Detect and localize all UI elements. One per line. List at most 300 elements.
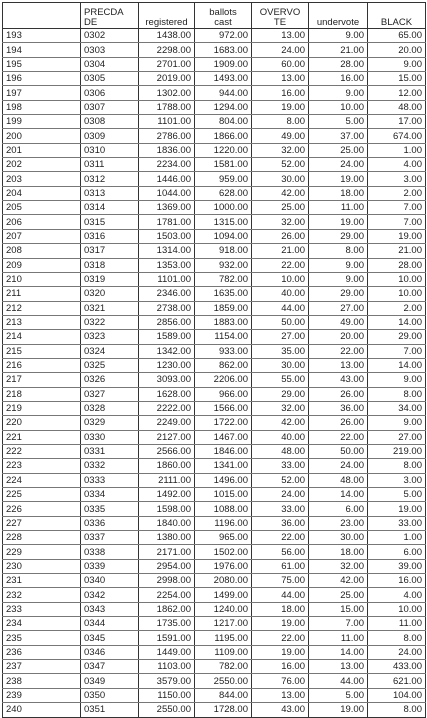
undervote-cell[interactable]: 16.00 xyxy=(309,72,368,86)
precinct-cell[interactable]: 0320 xyxy=(81,287,139,301)
black-cell[interactable]: 9.00 xyxy=(368,373,426,387)
row-number-cell[interactable]: 231 xyxy=(3,574,81,588)
registered-cell[interactable]: 1150.00 xyxy=(139,688,195,702)
precinct-cell[interactable]: 0315 xyxy=(81,215,139,229)
registered-cell[interactable]: 1735.00 xyxy=(139,617,195,631)
registered-cell[interactable]: 1342.00 xyxy=(139,344,195,358)
overvote-cell[interactable]: 50.00 xyxy=(252,315,309,329)
ballots-cast-cell[interactable]: 2080.00 xyxy=(195,574,252,588)
ballots-cast-cell[interactable]: 1154.00 xyxy=(195,330,252,344)
row-number-cell[interactable]: 211 xyxy=(3,287,81,301)
registered-cell[interactable]: 2254.00 xyxy=(139,588,195,602)
ballots-cast-cell[interactable]: 844.00 xyxy=(195,688,252,702)
table-row[interactable] xyxy=(3,387,426,401)
overvote-cell[interactable]: 36.00 xyxy=(252,516,309,530)
row-number-cell[interactable]: 240 xyxy=(3,703,81,717)
table-row[interactable] xyxy=(3,100,426,114)
overvote-cell[interactable]: 55.00 xyxy=(252,373,309,387)
registered-cell[interactable]: 2701.00 xyxy=(139,57,195,71)
registered-cell[interactable]: 1101.00 xyxy=(139,272,195,286)
ballots-cast-cell[interactable]: 1859.00 xyxy=(195,301,252,315)
precinct-cell[interactable]: 0323 xyxy=(81,330,139,344)
ballots-cast-cell[interactable]: 933.00 xyxy=(195,344,252,358)
black-cell[interactable]: 8.00 xyxy=(368,459,426,473)
row-number-cell[interactable]: 226 xyxy=(3,502,81,516)
undervote-cell[interactable]: 26.00 xyxy=(309,416,368,430)
overvote-cell[interactable]: 40.00 xyxy=(252,287,309,301)
black-cell[interactable]: 28.00 xyxy=(368,258,426,272)
row-number-cell[interactable]: 195 xyxy=(3,57,81,71)
ballots-cast-cell[interactable]: 1499.00 xyxy=(195,588,252,602)
black-cell[interactable]: 20.00 xyxy=(368,43,426,57)
table-row[interactable] xyxy=(3,459,426,473)
row-number-cell[interactable]: 194 xyxy=(3,43,81,57)
black-cell[interactable]: 29.00 xyxy=(368,330,426,344)
row-number-cell[interactable]: 236 xyxy=(3,645,81,659)
overvote-cell[interactable]: 16.00 xyxy=(252,660,309,674)
table-row[interactable] xyxy=(3,143,426,157)
precinct-cell[interactable]: 0317 xyxy=(81,244,139,258)
precinct-cell[interactable]: 0314 xyxy=(81,201,139,215)
table-row[interactable] xyxy=(3,115,426,129)
undervote-cell[interactable]: 37.00 xyxy=(309,129,368,143)
precinct-cell[interactable]: 0331 xyxy=(81,444,139,458)
column-header-row-number[interactable] xyxy=(3,3,81,29)
precinct-cell[interactable]: 0349 xyxy=(81,674,139,688)
ballots-cast-cell[interactable]: 1635.00 xyxy=(195,287,252,301)
row-number-cell[interactable]: 233 xyxy=(3,602,81,616)
undervote-cell[interactable]: 14.00 xyxy=(309,645,368,659)
overvote-cell[interactable]: 8.00 xyxy=(252,115,309,129)
ballots-cast-cell[interactable]: 782.00 xyxy=(195,272,252,286)
black-cell[interactable]: 8.00 xyxy=(368,387,426,401)
undervote-cell[interactable]: 11.00 xyxy=(309,201,368,215)
black-cell[interactable]: 8.00 xyxy=(368,631,426,645)
precinct-cell[interactable]: 0327 xyxy=(81,387,139,401)
black-cell[interactable]: 14.00 xyxy=(368,358,426,372)
precinct-cell[interactable]: 0337 xyxy=(81,531,139,545)
black-cell[interactable]: 34.00 xyxy=(368,401,426,415)
undervote-cell[interactable]: 25.00 xyxy=(309,588,368,602)
table-row[interactable] xyxy=(3,244,426,258)
overvote-cell[interactable]: 33.00 xyxy=(252,459,309,473)
ballots-cast-cell[interactable]: 1196.00 xyxy=(195,516,252,530)
table-row[interactable] xyxy=(3,545,426,559)
undervote-cell[interactable]: 48.00 xyxy=(309,473,368,487)
ballots-cast-cell[interactable]: 804.00 xyxy=(195,115,252,129)
black-cell[interactable]: 5.00 xyxy=(368,488,426,502)
ballots-cast-cell[interactable]: 1883.00 xyxy=(195,315,252,329)
precinct-cell[interactable]: 0304 xyxy=(81,57,139,71)
black-cell[interactable]: 621.00 xyxy=(368,674,426,688)
black-cell[interactable]: 1.00 xyxy=(368,531,426,545)
overvote-cell[interactable]: 13.00 xyxy=(252,29,309,43)
overvote-cell[interactable]: 19.00 xyxy=(252,100,309,114)
ballots-cast-cell[interactable]: 1581.00 xyxy=(195,158,252,172)
undervote-cell[interactable]: 19.00 xyxy=(309,172,368,186)
undervote-cell[interactable]: 29.00 xyxy=(309,229,368,243)
precinct-cell[interactable]: 0308 xyxy=(81,115,139,129)
table-row[interactable] xyxy=(3,158,426,172)
precinct-cell[interactable]: 0328 xyxy=(81,401,139,415)
precinct-cell[interactable]: 0303 xyxy=(81,43,139,57)
undervote-cell[interactable]: 27.00 xyxy=(309,301,368,315)
ballots-cast-cell[interactable]: 1728.00 xyxy=(195,703,252,717)
registered-cell[interactable]: 1503.00 xyxy=(139,229,195,243)
registered-cell[interactable]: 3093.00 xyxy=(139,373,195,387)
row-number-cell[interactable]: 199 xyxy=(3,115,81,129)
undervote-cell[interactable]: 22.00 xyxy=(309,430,368,444)
black-cell[interactable]: 17.00 xyxy=(368,115,426,129)
registered-cell[interactable]: 2998.00 xyxy=(139,574,195,588)
undervote-cell[interactable]: 30.00 xyxy=(309,531,368,545)
undervote-cell[interactable]: 10.00 xyxy=(309,100,368,114)
row-number-cell[interactable]: 224 xyxy=(3,473,81,487)
overvote-cell[interactable]: 22.00 xyxy=(252,631,309,645)
ballots-cast-cell[interactable]: 1493.00 xyxy=(195,72,252,86)
registered-cell[interactable]: 2786.00 xyxy=(139,129,195,143)
undervote-cell[interactable]: 9.00 xyxy=(309,86,368,100)
precinct-cell[interactable]: 0336 xyxy=(81,516,139,530)
undervote-cell[interactable]: 29.00 xyxy=(309,287,368,301)
registered-cell[interactable]: 1862.00 xyxy=(139,602,195,616)
overvote-cell[interactable]: 43.00 xyxy=(252,703,309,717)
table-row[interactable] xyxy=(3,645,426,659)
row-number-cell[interactable]: 222 xyxy=(3,444,81,458)
ballots-cast-cell[interactable]: 782.00 xyxy=(195,660,252,674)
registered-cell[interactable]: 1380.00 xyxy=(139,531,195,545)
overvote-cell[interactable]: 76.00 xyxy=(252,674,309,688)
row-number-cell[interactable]: 218 xyxy=(3,387,81,401)
table-row[interactable] xyxy=(3,358,426,372)
table-row[interactable] xyxy=(3,129,426,143)
row-number-cell[interactable]: 210 xyxy=(3,272,81,286)
registered-cell[interactable]: 1446.00 xyxy=(139,172,195,186)
precinct-cell[interactable]: 0346 xyxy=(81,645,139,659)
table-row[interactable] xyxy=(3,602,426,616)
black-cell[interactable]: 10.00 xyxy=(368,602,426,616)
ballots-cast-cell[interactable]: 1217.00 xyxy=(195,617,252,631)
undervote-cell[interactable]: 44.00 xyxy=(309,674,368,688)
table-row[interactable] xyxy=(3,516,426,530)
undervote-cell[interactable]: 5.00 xyxy=(309,688,368,702)
precinct-cell[interactable]: 0351 xyxy=(81,703,139,717)
table-row[interactable] xyxy=(3,416,426,430)
row-number-cell[interactable]: 230 xyxy=(3,559,81,573)
undervote-cell[interactable]: 49.00 xyxy=(309,315,368,329)
ballots-cast-cell[interactable]: 1502.00 xyxy=(195,545,252,559)
table-row[interactable] xyxy=(3,574,426,588)
table-row[interactable] xyxy=(3,258,426,272)
overvote-cell[interactable]: 16.00 xyxy=(252,86,309,100)
registered-cell[interactable]: 1598.00 xyxy=(139,502,195,516)
precinct-cell[interactable]: 0340 xyxy=(81,574,139,588)
overvote-cell[interactable]: 27.00 xyxy=(252,330,309,344)
registered-cell[interactable]: 2249.00 xyxy=(139,416,195,430)
overvote-cell[interactable]: 10.00 xyxy=(252,272,309,286)
row-number-cell[interactable]: 215 xyxy=(3,344,81,358)
ballots-cast-cell[interactable]: 1088.00 xyxy=(195,502,252,516)
precinct-cell[interactable]: 0306 xyxy=(81,86,139,100)
table-row[interactable] xyxy=(3,287,426,301)
precinct-cell[interactable]: 0342 xyxy=(81,588,139,602)
table-row[interactable] xyxy=(3,301,426,315)
black-cell[interactable]: 1.00 xyxy=(368,143,426,157)
ballots-cast-cell[interactable]: 2550.00 xyxy=(195,674,252,688)
row-number-cell[interactable]: 197 xyxy=(3,86,81,100)
row-number-cell[interactable]: 206 xyxy=(3,215,81,229)
table-row[interactable] xyxy=(3,344,426,358)
undervote-cell[interactable]: 19.00 xyxy=(309,215,368,229)
precinct-cell[interactable]: 0316 xyxy=(81,229,139,243)
black-cell[interactable]: 19.00 xyxy=(368,229,426,243)
overvote-cell[interactable]: 13.00 xyxy=(252,688,309,702)
precinct-cell[interactable]: 0312 xyxy=(81,172,139,186)
precinct-cell[interactable]: 0321 xyxy=(81,301,139,315)
registered-cell[interactable]: 2019.00 xyxy=(139,72,195,86)
registered-cell[interactable]: 1860.00 xyxy=(139,459,195,473)
registered-cell[interactable]: 1840.00 xyxy=(139,516,195,530)
table-row[interactable] xyxy=(3,688,426,702)
registered-cell[interactable]: 1591.00 xyxy=(139,631,195,645)
table-row[interactable] xyxy=(3,588,426,602)
registered-cell[interactable]: 3579.00 xyxy=(139,674,195,688)
table-row[interactable] xyxy=(3,330,426,344)
ballots-cast-cell[interactable]: 972.00 xyxy=(195,29,252,43)
black-cell[interactable]: 3.00 xyxy=(368,473,426,487)
registered-cell[interactable]: 2954.00 xyxy=(139,559,195,573)
table-row[interactable] xyxy=(3,215,426,229)
row-number-cell[interactable]: 207 xyxy=(3,229,81,243)
black-cell[interactable]: 2.00 xyxy=(368,186,426,200)
precinct-cell[interactable]: 0310 xyxy=(81,143,139,157)
overvote-cell[interactable]: 42.00 xyxy=(252,416,309,430)
ballots-cast-cell[interactable]: 965.00 xyxy=(195,531,252,545)
undervote-cell[interactable]: 23.00 xyxy=(309,516,368,530)
row-number-cell[interactable]: 235 xyxy=(3,631,81,645)
table-row[interactable] xyxy=(3,674,426,688)
precinct-cell[interactable]: 0332 xyxy=(81,459,139,473)
overvote-cell[interactable]: 30.00 xyxy=(252,358,309,372)
undervote-cell[interactable]: 26.00 xyxy=(309,387,368,401)
black-cell[interactable]: 7.00 xyxy=(368,215,426,229)
row-number-cell[interactable]: 217 xyxy=(3,373,81,387)
precinct-cell[interactable]: 0339 xyxy=(81,559,139,573)
ballots-cast-cell[interactable]: 1220.00 xyxy=(195,143,252,157)
table-row[interactable] xyxy=(3,86,426,100)
precinct-cell[interactable]: 0307 xyxy=(81,100,139,114)
ballots-cast-cell[interactable]: 918.00 xyxy=(195,244,252,258)
row-number-cell[interactable]: 221 xyxy=(3,430,81,444)
table-row[interactable] xyxy=(3,444,426,458)
black-cell[interactable]: 21.00 xyxy=(368,244,426,258)
table-row[interactable] xyxy=(3,315,426,329)
undervote-cell[interactable]: 11.00 xyxy=(309,631,368,645)
undervote-cell[interactable]: 19.00 xyxy=(309,703,368,717)
undervote-cell[interactable]: 43.00 xyxy=(309,373,368,387)
overvote-cell[interactable]: 49.00 xyxy=(252,129,309,143)
undervote-cell[interactable]: 6.00 xyxy=(309,502,368,516)
overvote-cell[interactable]: 56.00 xyxy=(252,545,309,559)
overvote-cell[interactable]: 26.00 xyxy=(252,229,309,243)
overvote-cell[interactable]: 18.00 xyxy=(252,602,309,616)
registered-cell[interactable]: 2738.00 xyxy=(139,301,195,315)
black-cell[interactable]: 48.00 xyxy=(368,100,426,114)
undervote-cell[interactable]: 5.00 xyxy=(309,115,368,129)
table-row[interactable] xyxy=(3,703,426,717)
precinct-cell[interactable]: 0325 xyxy=(81,358,139,372)
registered-cell[interactable]: 1788.00 xyxy=(139,100,195,114)
row-number-cell[interactable]: 234 xyxy=(3,617,81,631)
ballots-cast-cell[interactable]: 1000.00 xyxy=(195,201,252,215)
overvote-cell[interactable]: 61.00 xyxy=(252,559,309,573)
black-cell[interactable]: 16.00 xyxy=(368,574,426,588)
black-cell[interactable]: 8.00 xyxy=(368,703,426,717)
registered-cell[interactable]: 1314.00 xyxy=(139,244,195,258)
black-cell[interactable]: 674.00 xyxy=(368,129,426,143)
undervote-cell[interactable]: 28.00 xyxy=(309,57,368,71)
precinct-cell[interactable]: 0335 xyxy=(81,502,139,516)
undervote-cell[interactable]: 42.00 xyxy=(309,574,368,588)
black-cell[interactable]: 2.00 xyxy=(368,301,426,315)
ballots-cast-cell[interactable]: 1846.00 xyxy=(195,444,252,458)
precinct-cell[interactable]: 0302 xyxy=(81,29,139,43)
registered-cell[interactable]: 1230.00 xyxy=(139,358,195,372)
row-number-cell[interactable]: 232 xyxy=(3,588,81,602)
ballots-cast-cell[interactable]: 1976.00 xyxy=(195,559,252,573)
undervote-cell[interactable]: 22.00 xyxy=(309,344,368,358)
undervote-cell[interactable]: 8.00 xyxy=(309,244,368,258)
row-number-cell[interactable]: 239 xyxy=(3,688,81,702)
precinct-cell[interactable]: 0311 xyxy=(81,158,139,172)
overvote-cell[interactable]: 32.00 xyxy=(252,215,309,229)
overvote-cell[interactable]: 19.00 xyxy=(252,617,309,631)
ballots-cast-cell[interactable]: 1240.00 xyxy=(195,602,252,616)
black-cell[interactable]: 14.00 xyxy=(368,315,426,329)
black-cell[interactable]: 10.00 xyxy=(368,272,426,286)
table-row[interactable] xyxy=(3,201,426,215)
column-header-undervote[interactable] xyxy=(309,3,368,29)
ballots-cast-cell[interactable]: 1722.00 xyxy=(195,416,252,430)
ballots-cast-cell[interactable]: 1195.00 xyxy=(195,631,252,645)
row-number-cell[interactable]: 219 xyxy=(3,401,81,415)
ballots-cast-cell[interactable]: 1683.00 xyxy=(195,43,252,57)
precinct-cell[interactable]: 0318 xyxy=(81,258,139,272)
undervote-cell[interactable]: 21.00 xyxy=(309,43,368,57)
row-number-cell[interactable]: 213 xyxy=(3,315,81,329)
precinct-cell[interactable]: 0347 xyxy=(81,660,139,674)
registered-cell[interactable]: 1449.00 xyxy=(139,645,195,659)
ballots-cast-cell[interactable]: 1496.00 xyxy=(195,473,252,487)
undervote-cell[interactable]: 50.00 xyxy=(309,444,368,458)
undervote-cell[interactable]: 9.00 xyxy=(309,29,368,43)
ballots-cast-cell[interactable]: 628.00 xyxy=(195,186,252,200)
overvote-cell[interactable]: 44.00 xyxy=(252,301,309,315)
precinct-cell[interactable]: 0324 xyxy=(81,344,139,358)
overvote-cell[interactable]: 40.00 xyxy=(252,430,309,444)
row-number-cell[interactable]: 205 xyxy=(3,201,81,215)
registered-cell[interactable]: 1589.00 xyxy=(139,330,195,344)
precinct-cell[interactable]: 0343 xyxy=(81,602,139,616)
table-row[interactable] xyxy=(3,631,426,645)
registered-cell[interactable]: 2234.00 xyxy=(139,158,195,172)
black-cell[interactable]: 9.00 xyxy=(368,57,426,71)
table-row[interactable] xyxy=(3,229,426,243)
overvote-cell[interactable]: 42.00 xyxy=(252,186,309,200)
black-cell[interactable]: 433.00 xyxy=(368,660,426,674)
ballots-cast-cell[interactable]: 1294.00 xyxy=(195,100,252,114)
registered-cell[interactable]: 1836.00 xyxy=(139,143,195,157)
black-cell[interactable]: 65.00 xyxy=(368,29,426,43)
overvote-cell[interactable]: 19.00 xyxy=(252,645,309,659)
registered-cell[interactable]: 2550.00 xyxy=(139,703,195,717)
black-cell[interactable]: 10.00 xyxy=(368,287,426,301)
overvote-cell[interactable]: 32.00 xyxy=(252,401,309,415)
table-row[interactable] xyxy=(3,473,426,487)
overvote-cell[interactable]: 29.00 xyxy=(252,387,309,401)
row-number-cell[interactable]: 237 xyxy=(3,660,81,674)
column-header-black[interactable] xyxy=(368,3,426,29)
ballots-cast-cell[interactable]: 2206.00 xyxy=(195,373,252,387)
row-number-cell[interactable]: 228 xyxy=(3,531,81,545)
registered-cell[interactable]: 2346.00 xyxy=(139,287,195,301)
registered-cell[interactable]: 2856.00 xyxy=(139,315,195,329)
black-cell[interactable]: 104.00 xyxy=(368,688,426,702)
overvote-cell[interactable]: 44.00 xyxy=(252,588,309,602)
black-cell[interactable]: 9.00 xyxy=(368,416,426,430)
undervote-cell[interactable]: 24.00 xyxy=(309,459,368,473)
overvote-cell[interactable]: 35.00 xyxy=(252,344,309,358)
registered-cell[interactable]: 1044.00 xyxy=(139,186,195,200)
table-row[interactable] xyxy=(3,502,426,516)
precinct-cell[interactable]: 0350 xyxy=(81,688,139,702)
column-header-overvote[interactable] xyxy=(252,3,309,29)
ballots-cast-cell[interactable]: 1109.00 xyxy=(195,645,252,659)
row-number-cell[interactable]: 198 xyxy=(3,100,81,114)
registered-cell[interactable]: 1438.00 xyxy=(139,29,195,43)
row-number-cell[interactable]: 203 xyxy=(3,172,81,186)
black-cell[interactable]: 3.00 xyxy=(368,172,426,186)
row-number-cell[interactable]: 208 xyxy=(3,244,81,258)
table-row[interactable] xyxy=(3,401,426,415)
overvote-cell[interactable]: 48.00 xyxy=(252,444,309,458)
table-row[interactable] xyxy=(3,172,426,186)
overvote-cell[interactable]: 24.00 xyxy=(252,43,309,57)
row-number-cell[interactable]: 200 xyxy=(3,129,81,143)
row-number-cell[interactable]: 225 xyxy=(3,488,81,502)
undervote-cell[interactable]: 15.00 xyxy=(309,602,368,616)
black-cell[interactable]: 7.00 xyxy=(368,344,426,358)
column-header-registered[interactable] xyxy=(139,3,195,29)
table-row[interactable] xyxy=(3,660,426,674)
table-row[interactable] xyxy=(3,186,426,200)
precinct-cell[interactable]: 0345 xyxy=(81,631,139,645)
overvote-cell[interactable]: 13.00 xyxy=(252,72,309,86)
black-cell[interactable]: 15.00 xyxy=(368,72,426,86)
ballots-cast-cell[interactable]: 932.00 xyxy=(195,258,252,272)
ballots-cast-cell[interactable]: 966.00 xyxy=(195,387,252,401)
ballots-cast-cell[interactable]: 944.00 xyxy=(195,86,252,100)
registered-cell[interactable]: 1302.00 xyxy=(139,86,195,100)
registered-cell[interactable]: 1781.00 xyxy=(139,215,195,229)
overvote-cell[interactable]: 25.00 xyxy=(252,201,309,215)
row-number-cell[interactable]: 214 xyxy=(3,330,81,344)
black-cell[interactable]: 27.00 xyxy=(368,430,426,444)
undervote-cell[interactable]: 13.00 xyxy=(309,660,368,674)
row-number-cell[interactable]: 216 xyxy=(3,358,81,372)
registered-cell[interactable]: 1353.00 xyxy=(139,258,195,272)
undervote-cell[interactable]: 25.00 xyxy=(309,143,368,157)
